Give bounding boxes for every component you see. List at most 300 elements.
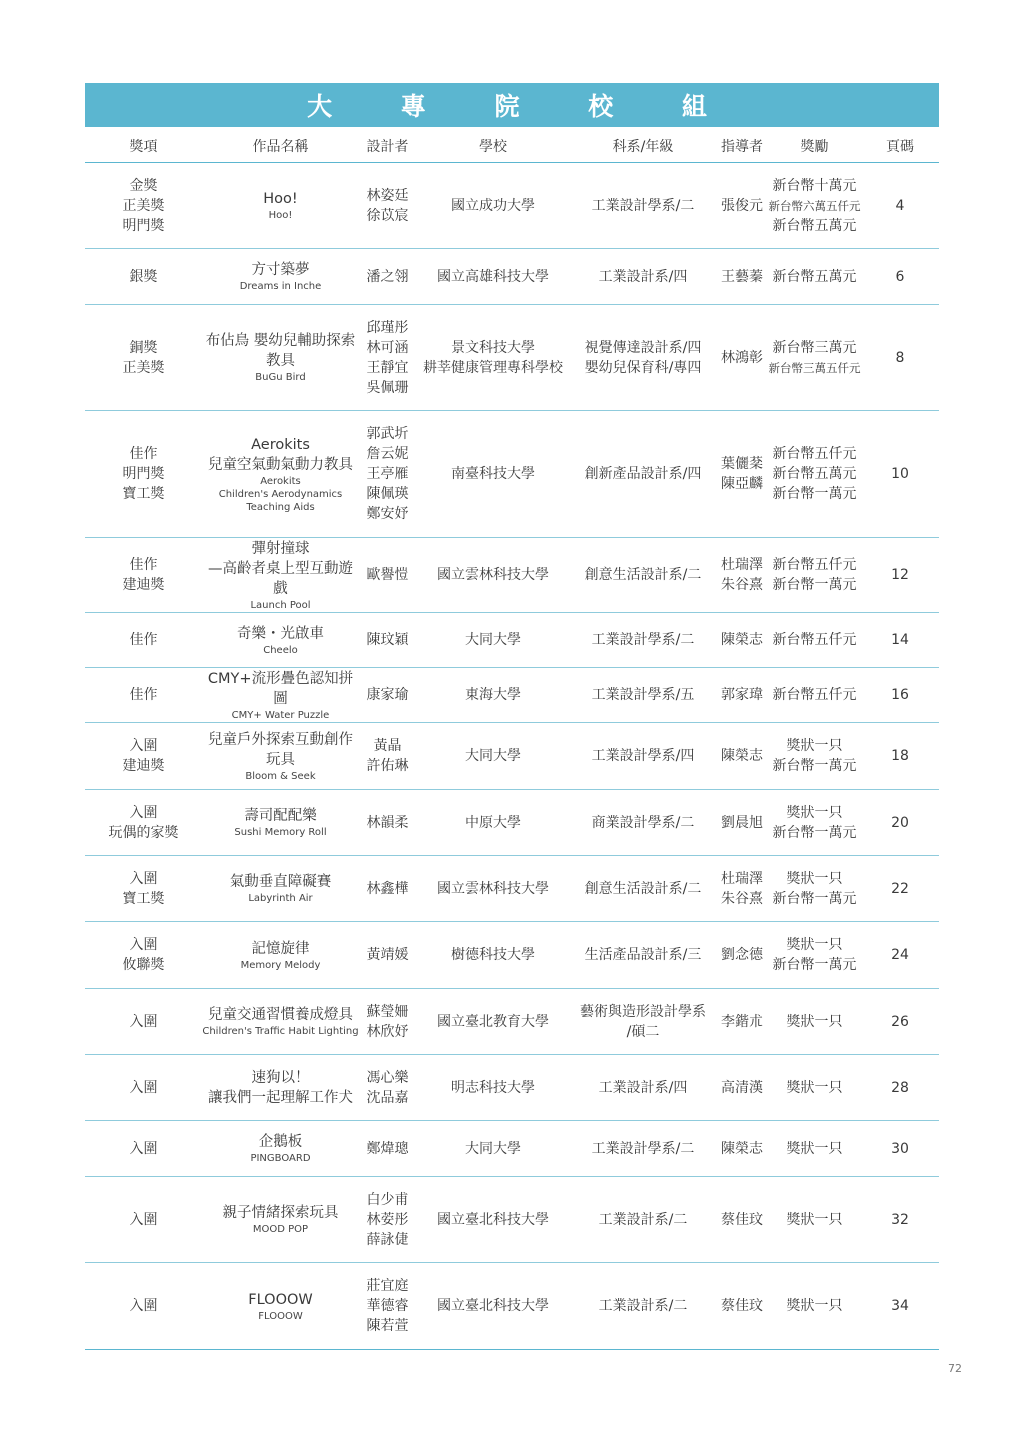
designer-cell — [359, 613, 416, 668]
designer-cell-line: 林荌彤 — [366, 1211, 409, 1228]
table-row — [85, 790, 939, 856]
designer-cell-line: 鄭煒璁 — [366, 1140, 409, 1157]
award-cell-line: 入圍 — [129, 1211, 158, 1228]
work-cell — [202, 1121, 359, 1177]
prize-cell — [768, 613, 861, 668]
prize-cell — [768, 163, 861, 249]
prize-cell-line: 新台幣一萬元 — [772, 957, 857, 973]
school-cell-line: 中原大學 — [465, 814, 521, 831]
work-english-name: Launch Pool — [250, 599, 311, 611]
work-cell — [202, 1263, 359, 1350]
dept-cell-line: 工業設計系/四 — [598, 268, 688, 285]
prize-cell-line: 新台幣五仟元 — [772, 446, 857, 462]
work-cell-line: 彈射撞球 — [251, 540, 310, 557]
col-header-page: 頁碼 — [861, 130, 939, 163]
advisor-cell-line: 王藝蓁 — [721, 268, 763, 285]
award-cell-line: 入圍 — [129, 870, 158, 887]
page-cell: 34 — [861, 1263, 939, 1350]
work-cell — [202, 723, 359, 790]
designer-cell-line: 潘之翎 — [366, 268, 409, 285]
advisor-cell — [716, 723, 768, 790]
advisor-cell-line: 劉晨旭 — [721, 814, 763, 831]
award-cell-line: 銅獎 — [129, 339, 158, 356]
award-cell-line: 攸聯獎 — [122, 957, 165, 973]
prize-cell-line: 新台幣五萬元 — [772, 268, 857, 285]
award-cell-line: 入圍 — [129, 1013, 158, 1030]
work-english-name: Labyrinth Air — [248, 893, 313, 904]
award-cell — [85, 723, 202, 790]
advisor-cell-line: 陳榮志 — [721, 1140, 763, 1157]
designer-cell-line: 王靜宜 — [366, 359, 409, 376]
table-row — [85, 613, 939, 668]
awards-table — [85, 130, 939, 1350]
prize-cell — [768, 922, 861, 989]
designer-cell — [359, 305, 416, 411]
dept-cell — [570, 856, 716, 922]
dept-cell — [570, 249, 716, 305]
advisor-cell — [716, 790, 768, 856]
prize-cell — [768, 723, 861, 790]
award-cell — [85, 613, 202, 668]
prize-cell — [768, 411, 861, 538]
work-english-name: Aerokits — [260, 475, 301, 487]
designer-cell-line: 黃晶 — [373, 738, 402, 754]
designer-cell-line: 吳佩珊 — [366, 379, 409, 396]
award-cell-line: 佳作 — [129, 687, 158, 703]
advisor-cell-line: 張俊元 — [721, 197, 763, 214]
designer-cell — [359, 411, 416, 538]
page-cell: 22 — [861, 856, 939, 922]
prize-cell-line: 獎狀一只 — [786, 870, 843, 887]
school-cell-line: 南臺科技大學 — [451, 466, 535, 482]
designer-cell — [359, 723, 416, 790]
designer-cell-line: 陳玟穎 — [366, 632, 409, 648]
school-cell — [416, 305, 570, 411]
advisor-cell-line: 朱谷熹 — [721, 577, 763, 593]
prize-cell — [768, 538, 861, 613]
col-header-work: 作品名稱 — [202, 130, 359, 163]
award-cell-line: 入圍 — [129, 1140, 158, 1157]
school-cell-line: 國立成功大學 — [451, 197, 535, 214]
col-header-designer: 設計者 — [359, 130, 416, 163]
award-cell-line: 正美獎 — [122, 197, 165, 214]
prize-cell-line: 獎狀一只 — [786, 1013, 843, 1030]
table-row — [85, 411, 939, 538]
award-cell-line: 玩偶的家獎 — [108, 824, 179, 841]
advisor-cell-line: 杜瑞澤 — [721, 870, 763, 887]
page-cell: 32 — [861, 1177, 939, 1263]
advisor-cell — [716, 163, 768, 249]
prize-cell-line: 新台幣一萬元 — [772, 486, 857, 502]
award-cell — [85, 1177, 202, 1263]
dept-cell — [570, 723, 716, 790]
work-cell-line: 奇樂・光啟車 — [237, 625, 324, 642]
school-cell — [416, 613, 570, 668]
school-cell — [416, 249, 570, 305]
school-cell — [416, 989, 570, 1055]
page-cell: 24 — [861, 922, 939, 989]
prize-cell-line: 新台幣三萬元 — [772, 339, 857, 356]
table-row — [85, 922, 939, 989]
designer-cell — [359, 790, 416, 856]
table-row — [85, 668, 939, 723]
work-cell — [202, 856, 359, 922]
school-cell — [416, 1263, 570, 1350]
prize-cell-line: 新台幣三萬五仟元 — [768, 360, 861, 375]
work-cell — [202, 163, 359, 249]
designer-cell-line: 林欣妤 — [366, 1023, 409, 1040]
designer-cell — [359, 1055, 416, 1121]
page-cell: 4 — [861, 163, 939, 249]
prize-cell-line: 新台幣五仟元 — [772, 632, 857, 648]
section-banner — [85, 83, 939, 127]
advisor-cell — [716, 305, 768, 411]
work-cell — [202, 613, 359, 668]
designer-cell — [359, 668, 416, 723]
designer-cell-line: 邱瑾彤 — [366, 319, 409, 336]
work-english-subtitle: Children's Aerodynamics Teaching Aids — [218, 488, 343, 513]
designer-cell-line: 詹云妮 — [366, 446, 409, 462]
work-cell-line: 兒童空氣動氣動力教具 — [208, 456, 353, 473]
table-row — [85, 1055, 939, 1121]
designer-cell-line: 林鑫樺 — [366, 880, 409, 897]
work-english-name: PINGBOARD — [250, 1153, 311, 1164]
work-english-name: CMY+ Water Puzzle — [231, 709, 330, 721]
designer-cell-line: 鄭安妤 — [366, 506, 409, 522]
dept-cell-line: 嬰幼兒保育科/專四 — [584, 359, 702, 376]
dept-cell-line: 工業設計學系/二 — [591, 1140, 695, 1157]
dept-cell-line: 工業設計系/二 — [598, 1298, 688, 1314]
school-cell-line: 明志科技大學 — [451, 1079, 535, 1096]
award-cell-line: 金獎 — [129, 177, 158, 194]
work-cell-line: FLOOOW — [248, 1291, 313, 1308]
award-cell — [85, 538, 202, 613]
advisor-cell-line: 葉儷棻 — [721, 456, 763, 472]
award-cell-line: 寶工獎 — [122, 486, 165, 502]
prize-cell-line: 獎狀一只 — [786, 1298, 843, 1314]
school-cell-line: 國立高雄科技大學 — [437, 268, 549, 285]
advisor-cell — [716, 856, 768, 922]
table-row — [85, 1263, 939, 1350]
designer-cell-line: 薛詠倢 — [366, 1231, 409, 1248]
page-cell: 6 — [861, 249, 939, 305]
work-cell — [202, 922, 359, 989]
prize-cell-line: 新台幣一萬元 — [772, 824, 857, 841]
dept-cell-line: 視覺傳達設計系/四 — [584, 339, 702, 356]
advisor-cell-line: 朱谷熹 — [721, 890, 763, 907]
school-cell-line: 樹德科技大學 — [451, 947, 535, 963]
work-cell — [202, 1055, 359, 1121]
page-cell: 26 — [861, 989, 939, 1055]
school-cell-line: 國立臺北科技大學 — [437, 1211, 549, 1228]
work-cell-line: 親子情緒探索玩具 — [222, 1205, 339, 1221]
col-header-advisor: 指導者 — [716, 130, 768, 163]
school-cell — [416, 856, 570, 922]
dept-cell-line: 創意生活設計系/二 — [584, 567, 702, 583]
school-cell-line: 國立雲林科技大學 — [437, 880, 549, 897]
page-cell: 18 — [861, 723, 939, 790]
award-cell-line: 寶工獎 — [122, 890, 165, 907]
award-cell — [85, 989, 202, 1055]
work-english-name: Bloom & Seek — [245, 770, 316, 782]
designer-cell-line: 陳佩瑛 — [366, 486, 409, 502]
school-cell — [416, 723, 570, 790]
school-cell-line: 大同大學 — [465, 632, 521, 648]
work-english-name: Cheelo — [263, 644, 298, 656]
work-cell-line: 兒童交通習慣養成燈具 — [208, 1007, 353, 1023]
dept-cell-line: 工業設計學系/二 — [591, 197, 695, 214]
award-cell — [85, 922, 202, 989]
award-cell-line: 入圍 — [129, 1079, 158, 1096]
dept-cell-line: 創意生活設計系/二 — [584, 880, 702, 897]
advisor-cell-line: 林鴻彰 — [721, 349, 763, 366]
award-cell-line: 建迪獎 — [122, 758, 165, 774]
work-english-name: Hoo! — [268, 210, 293, 221]
dept-cell — [570, 1177, 716, 1263]
advisor-cell-line: 劉念德 — [721, 947, 763, 963]
dept-cell-line: 藝術與造形設計學系 — [580, 1003, 706, 1020]
col-header-prize: 獎勵 — [768, 130, 861, 163]
designer-cell-line: 歐譽愷 — [366, 567, 409, 583]
prize-cell-line: 新台幣一萬元 — [772, 758, 857, 774]
designer-cell-line: 華德睿 — [366, 1298, 409, 1314]
prize-cell — [768, 856, 861, 922]
work-english-name: Children's Traffic Habit Lighting — [202, 1026, 359, 1037]
dept-cell — [570, 1263, 716, 1350]
award-cell — [85, 1263, 202, 1350]
work-cell — [202, 249, 359, 305]
work-cell-line: 兒童戶外探索互動創作玩具 — [208, 731, 353, 768]
advisor-cell — [716, 989, 768, 1055]
advisor-cell-line: 陳榮志 — [721, 748, 763, 764]
col-header-dept: 科系/年級 — [570, 130, 716, 163]
advisor-cell-line: 蔡佳玟 — [721, 1298, 763, 1314]
dept-cell — [570, 1055, 716, 1121]
prize-cell-line: 獎狀一只 — [786, 1211, 843, 1228]
school-cell-line: 大同大學 — [465, 1140, 521, 1157]
work-cell-line: 氣動垂直障礙賽 — [229, 874, 332, 890]
work-english-name: Memory Melody — [240, 959, 321, 971]
prize-cell-line: 新台幣五萬元 — [772, 466, 857, 482]
work-english-name: Sushi Memory Roll — [234, 827, 327, 838]
designer-cell-line: 蘇瑩姍 — [366, 1003, 409, 1020]
designer-cell-line: 徐苡宸 — [366, 207, 409, 224]
award-cell — [85, 1121, 202, 1177]
advisor-cell-line: 陳亞麟 — [721, 476, 763, 492]
work-cell — [202, 668, 359, 723]
designer-cell-line: 黃靖媛 — [366, 947, 409, 963]
dept-cell — [570, 538, 716, 613]
prize-cell-line: 新台幣十萬元 — [772, 177, 857, 194]
work-cell — [202, 989, 359, 1055]
dept-cell — [570, 790, 716, 856]
award-cell-line: 建迪獎 — [122, 577, 165, 593]
work-cell — [202, 305, 359, 411]
page-cell: 20 — [861, 790, 939, 856]
designer-cell-line: 馮心樂 — [366, 1069, 409, 1086]
dept-cell-line: 生活產品設計系/三 — [584, 947, 702, 963]
table-row — [85, 163, 939, 249]
page-cell: 30 — [861, 1121, 939, 1177]
designer-cell — [359, 989, 416, 1055]
award-cell — [85, 790, 202, 856]
award-cell-line: 正美獎 — [122, 359, 165, 376]
work-cell-line: Aerokits — [251, 436, 310, 453]
table-row — [85, 989, 939, 1055]
work-cell-line: 方寸築夢 — [251, 262, 310, 278]
school-cell — [416, 1177, 570, 1263]
designer-cell-line: 林可涵 — [366, 339, 409, 356]
work-cell-line: 布佔鳥 嬰幼兒輔助探索教具 — [205, 333, 356, 369]
designer-cell — [359, 856, 416, 922]
page-cell: 8 — [861, 305, 939, 411]
prize-cell — [768, 668, 861, 723]
work-cell-line: 記憶旋律 — [251, 940, 310, 957]
school-cell-line: 景文科技大學 — [451, 339, 535, 356]
award-cell — [85, 163, 202, 249]
school-cell — [416, 922, 570, 989]
designer-cell-line: 陳若萱 — [366, 1318, 409, 1334]
advisor-cell-line: 陳榮志 — [721, 632, 763, 648]
prize-cell-line: 新台幣六萬五仟元 — [768, 198, 861, 213]
table-row — [85, 1177, 939, 1263]
prize-cell-line: 獎狀一只 — [786, 937, 843, 953]
work-cell-line: 壽司配配樂 — [244, 808, 317, 824]
page-cell: 28 — [861, 1055, 939, 1121]
advisor-cell-line: 高清漢 — [721, 1079, 763, 1096]
award-cell-line: 明門獎 — [122, 466, 165, 482]
advisor-cell — [716, 613, 768, 668]
table-body — [85, 163, 939, 1350]
work-cell-line: Hoo! — [263, 191, 298, 207]
dept-cell — [570, 922, 716, 989]
page-cell: 14 — [861, 613, 939, 668]
prize-cell-line: 獎狀一只 — [786, 1079, 843, 1096]
designer-cell — [359, 1121, 416, 1177]
dept-cell — [570, 668, 716, 723]
designer-cell-line: 郭武圻 — [366, 426, 409, 442]
prize-cell-line: 新台幣五萬元 — [772, 217, 857, 234]
award-cell — [85, 305, 202, 411]
work-cell — [202, 411, 359, 538]
school-cell — [416, 668, 570, 723]
work-cell-line: —高齡者桌上型互動遊戲 — [208, 560, 353, 597]
dept-cell — [570, 305, 716, 411]
award-cell-line: 佳作 — [129, 632, 158, 648]
dept-cell — [570, 989, 716, 1055]
prize-cell-line: 新台幣五仟元 — [772, 557, 857, 573]
award-cell-line: 入圍 — [129, 937, 158, 953]
designer-cell — [359, 922, 416, 989]
dept-cell-line: 工業設計學系/二 — [591, 632, 695, 648]
prize-cell-line: 新台幣一萬元 — [772, 577, 857, 593]
prize-cell — [768, 989, 861, 1055]
designer-cell — [359, 163, 416, 249]
dept-cell-line: 工業設計系/四 — [598, 1079, 688, 1096]
work-cell-line: 速狗以！ — [251, 1069, 310, 1086]
prize-cell — [768, 1055, 861, 1121]
prize-cell — [768, 305, 861, 411]
prize-cell — [768, 790, 861, 856]
designer-cell — [359, 538, 416, 613]
advisor-cell-line: 杜瑞澤 — [721, 557, 763, 573]
prize-cell — [768, 249, 861, 305]
work-english-name: MOOD POP — [252, 1224, 309, 1235]
award-cell-line: 銀獎 — [129, 268, 158, 285]
page-cell: 12 — [861, 538, 939, 613]
table-row — [85, 249, 939, 305]
school-cell — [416, 1055, 570, 1121]
dept-cell — [570, 1121, 716, 1177]
designer-cell-line: 王亭雁 — [366, 466, 409, 482]
advisor-cell — [716, 1177, 768, 1263]
award-cell — [85, 856, 202, 922]
school-cell — [416, 538, 570, 613]
work-cell-line: 讓我們一起理解工作犬 — [208, 1089, 353, 1106]
prize-cell — [768, 1263, 861, 1350]
advisor-cell — [716, 668, 768, 723]
prize-cell — [768, 1177, 861, 1263]
designer-cell-line: 莊宜庭 — [366, 1278, 409, 1294]
dept-cell-line: 創新產品設計系/四 — [584, 466, 702, 482]
prize-cell-line: 新台幣一萬元 — [772, 890, 857, 907]
award-cell — [85, 1055, 202, 1121]
award-cell-line: 明門獎 — [122, 217, 165, 234]
prize-cell-line: 新台幣五仟元 — [772, 687, 857, 703]
dept-cell — [570, 411, 716, 538]
table-row — [85, 1121, 939, 1177]
designer-cell-line: 康家瑜 — [366, 687, 409, 703]
designer-cell-line: 許佑琳 — [366, 758, 409, 774]
work-cell — [202, 790, 359, 856]
award-cell-line: 佳作 — [129, 446, 158, 462]
advisor-cell-line: 郭家瑋 — [721, 687, 763, 703]
designer-cell-line: 沈品嘉 — [366, 1089, 409, 1106]
dept-cell — [570, 163, 716, 249]
school-cell — [416, 411, 570, 538]
advisor-cell — [716, 922, 768, 989]
advisor-cell — [716, 249, 768, 305]
school-cell-line: 國立臺北科技大學 — [437, 1298, 549, 1314]
school-cell — [416, 1121, 570, 1177]
designer-cell-line: 白少甫 — [366, 1191, 409, 1208]
designer-cell — [359, 1177, 416, 1263]
col-header-school: 學校 — [416, 130, 570, 163]
dept-cell-line: 工業設計系/二 — [598, 1211, 688, 1228]
award-cell-line: 佳作 — [129, 557, 158, 573]
designer-cell — [359, 1263, 416, 1350]
header-row — [85, 130, 939, 163]
dept-cell-line: 工業設計學系/四 — [591, 748, 695, 764]
award-cell-line: 入圍 — [129, 738, 158, 754]
award-cell-line: 入圍 — [129, 804, 158, 821]
designer-cell — [359, 249, 416, 305]
advisor-cell — [716, 1263, 768, 1350]
advisor-cell — [716, 1121, 768, 1177]
prize-cell-line: 獎狀一只 — [786, 1140, 843, 1157]
school-cell — [416, 790, 570, 856]
school-cell — [416, 163, 570, 249]
designer-cell-line: 林姿廷 — [366, 187, 409, 204]
dept-cell-line: 商業設計學系/二 — [591, 814, 695, 831]
advisor-cell — [716, 1055, 768, 1121]
prize-cell-line: 獎狀一只 — [786, 738, 843, 754]
advisor-cell — [716, 411, 768, 538]
advisor-cell-line: 李鍇朮 — [721, 1013, 763, 1030]
award-cell — [85, 411, 202, 538]
designer-cell-line: 林韻柔 — [366, 814, 409, 831]
page-number: 72 — [948, 1362, 962, 1375]
